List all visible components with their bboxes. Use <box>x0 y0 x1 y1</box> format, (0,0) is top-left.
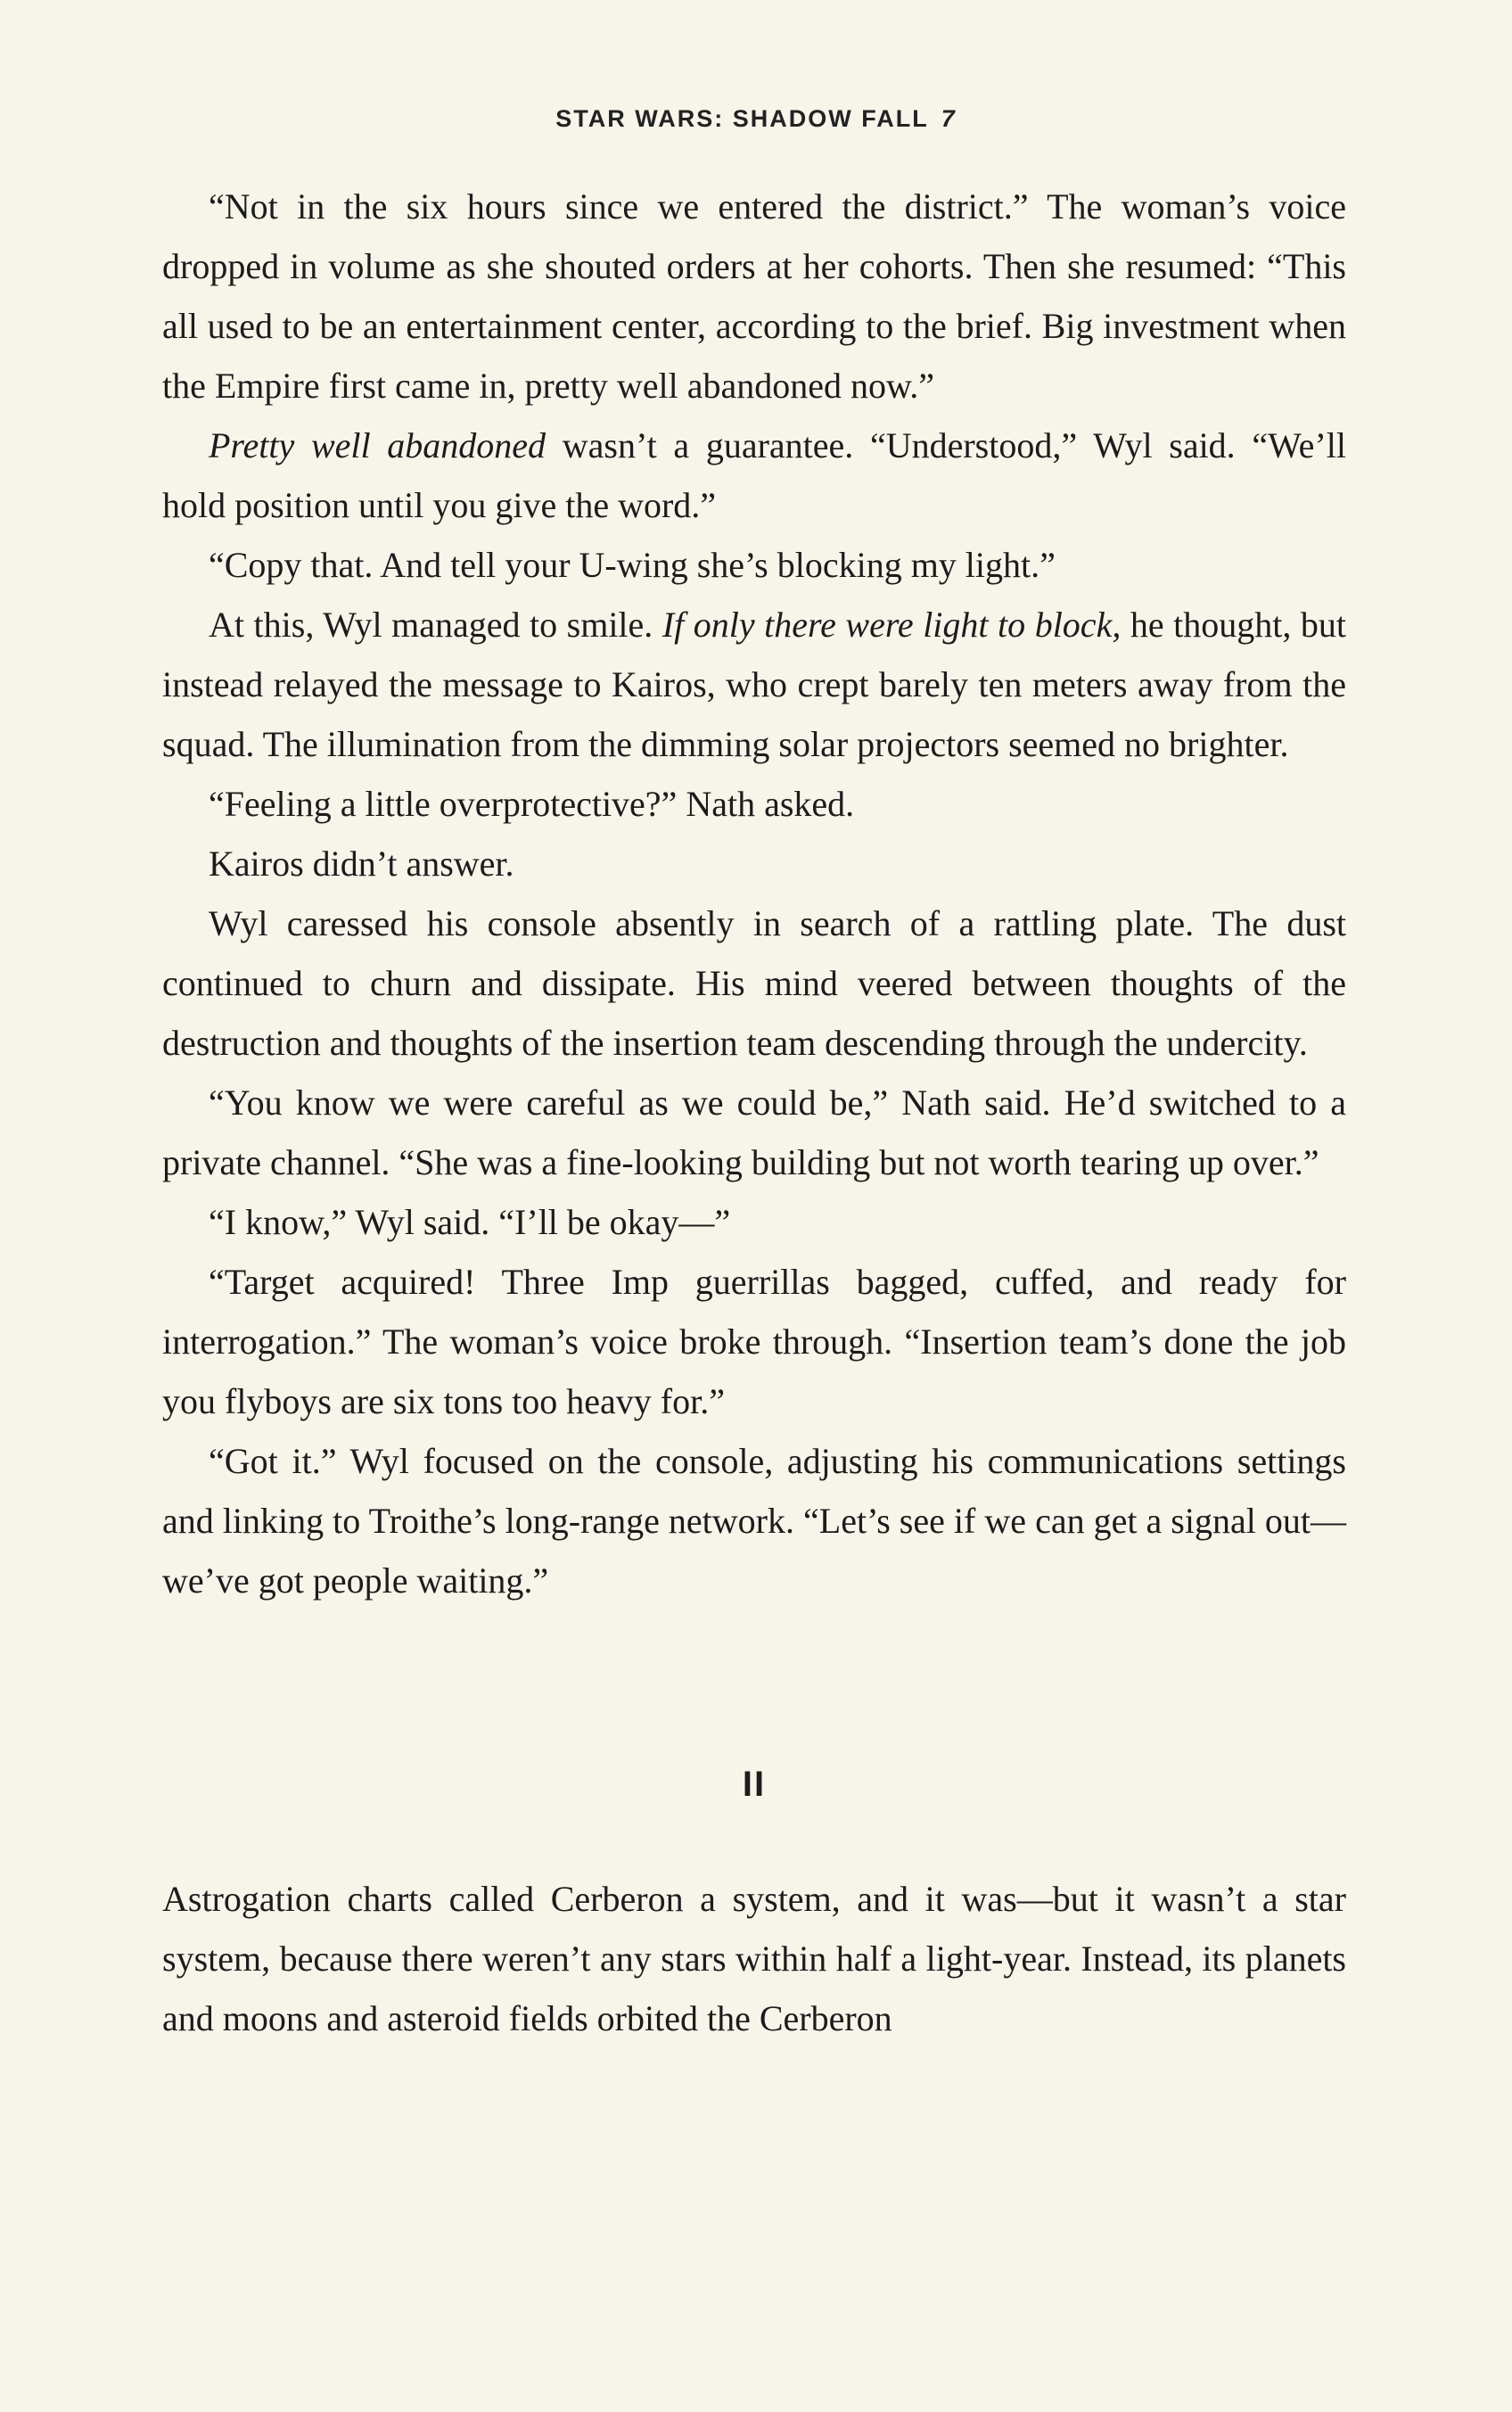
paragraph-text: At this, Wyl managed to smile. <box>209 605 662 645</box>
section-break: II <box>742 1765 767 1804</box>
body-text <box>162 177 1346 2048</box>
italic-phrase: If only there were light to block, <box>662 605 1122 645</box>
paragraph: “I know,” Wyl said. “I’ll be okay—” <box>209 1202 731 1242</box>
paragraph: Kairos didn’t answer. <box>209 844 514 884</box>
paragraph: “Feeling a little overprotective?” Nath asked. <box>209 784 855 824</box>
paragraph <box>162 416 1346 535</box>
book-title: STAR WARS: SHADOW FALL <box>555 105 929 132</box>
page-number: 7 <box>941 105 957 132</box>
paragraph: “Copy that. And tell your U-wing she’s blocking my light.” <box>209 545 1056 585</box>
paragraph: “Target acquired! Three Imp guerrillas bagged, cuffed, and ready for interrogation.” The woman’s voice broke through. “Insertion team’s done the job you flyboys are six tons too heavy for.” <box>162 1262 1346 1421</box>
paragraph: “Not in the six hours since we entered the district.” The woman’s voice dropped in volume as she shouted orders at her cohorts. Then she resumed: “This all used to be an entertainment center, according to the brief. Big investment when the Empire first came in, pretty well abandoned now.” <box>162 186 1346 406</box>
paragraph: “Got it.” Wyl focused on the console, adjusting his communications settings and linking to Troithe’s long-range network. “Let’s see if we can get a signal out—we’ve got people waiting.” <box>162 1441 1346 1601</box>
paragraph: “You know we were careful as we could be,” Nath said. He’d switched to a private channel. “She was a fine-looking building but not worth tearing up over.” <box>162 1083 1346 1182</box>
running-head <box>0 105 1512 133</box>
paragraph: Wyl caressed his console absently in search of a rattling plate. The dust continued to churn and dissipate. His mind veered between thoughts of the destruction and thoughts of the insertion team descending through the undercity. <box>162 903 1346 1063</box>
italic-phrase: Pretty well abandoned <box>209 425 546 465</box>
paragraph <box>162 595 1346 774</box>
paragraph-text: he thought, but instead relayed the message to Kairos, who crept barely ten meters away from the squad. The illumination from the dimming solar projectors seemed no brighter. <box>162 605 1346 764</box>
section-opening-paragraph: Astrogation charts called Cerberon a system, and it was—but it wasn’t a star system, because there weren’t any stars within half a light-year. Instead, its planets and moons and asteroid fields orbited the Cerberon <box>162 1879 1346 2038</box>
paragraph-text: wasn’t a guarantee. “Understood,” Wyl said. “We’ll hold position until you give the word.” <box>162 425 1346 525</box>
